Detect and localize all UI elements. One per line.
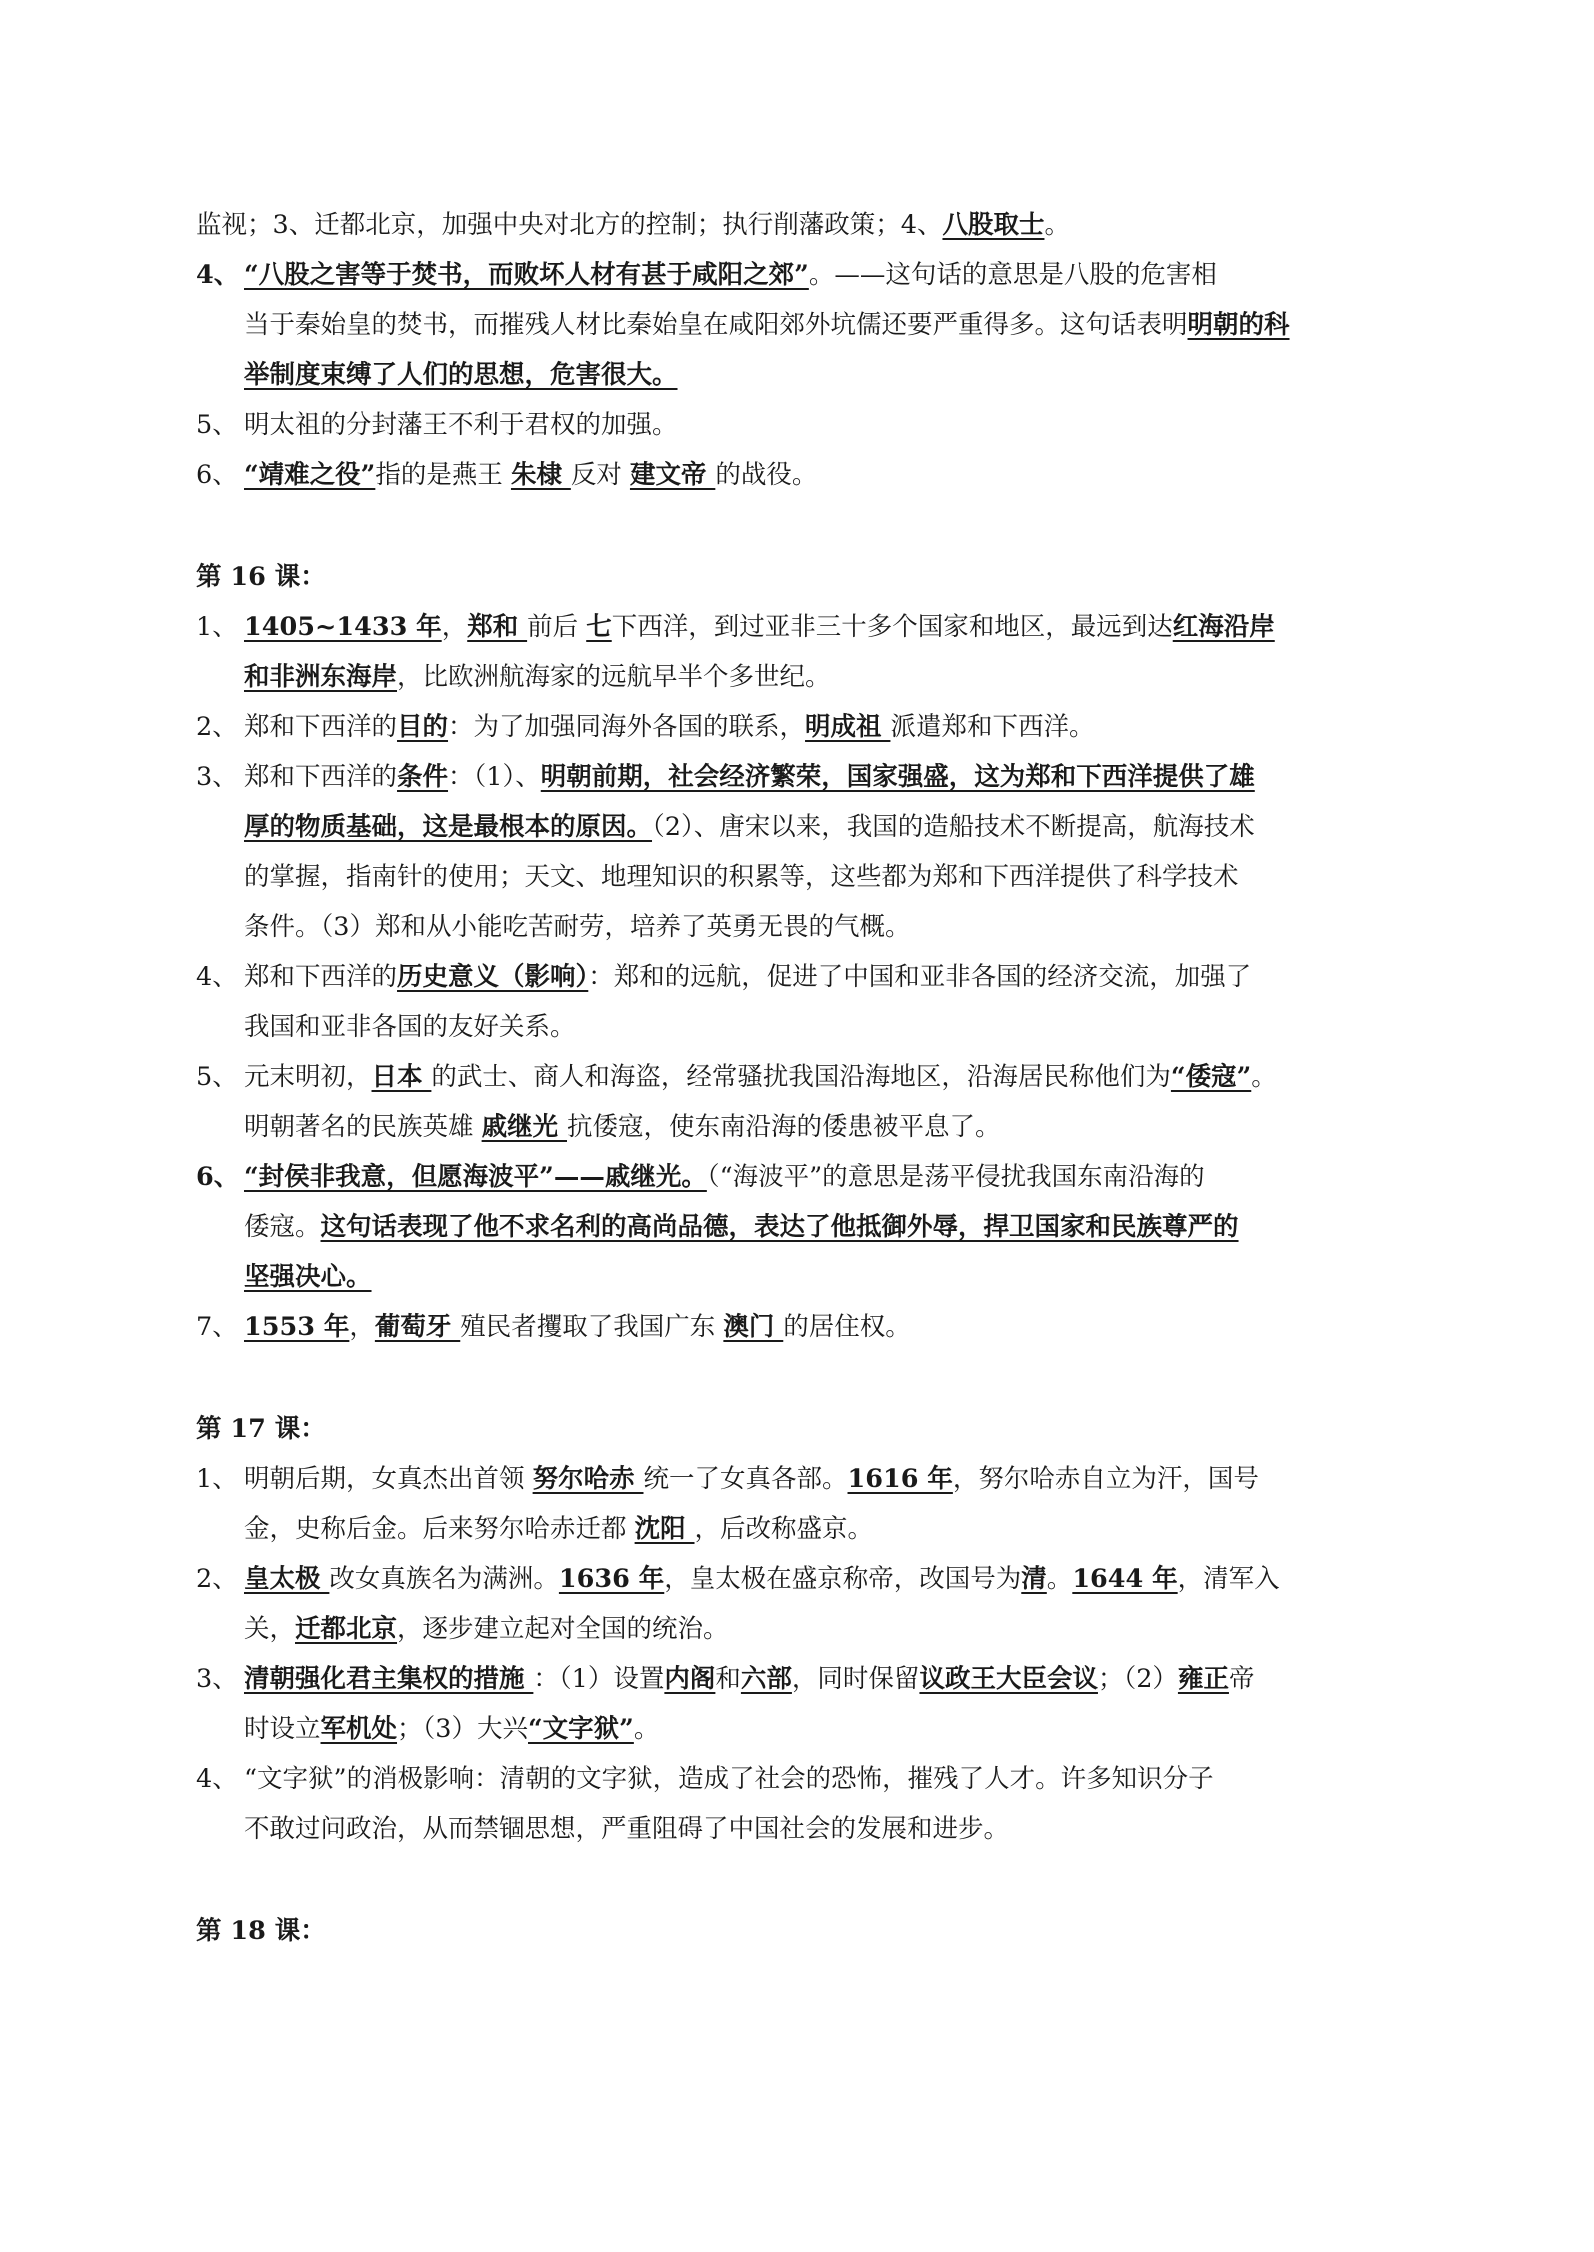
- key-term: “八股之害等于焚书，而败坏人材有甚于咸阳之郊”: [244, 260, 809, 290]
- key-term: 迁都北京: [295, 1614, 398, 1644]
- item-text: [244, 602, 1406, 702]
- key-term: 清: [1021, 1564, 1047, 1594]
- text-run: 反对: [570, 460, 630, 490]
- key-term: 举制度束缚了人们的思想，危害很大。: [244, 360, 678, 390]
- item-number: 4、: [196, 1764, 238, 1794]
- key-term: 内阁: [664, 1664, 716, 1694]
- key-term: “封侯非我意，但愿海波平”——戚继光。: [244, 1162, 707, 1192]
- text-run: 郑和下西洋的: [244, 762, 398, 792]
- text-run: “文字狱”的消极影响：清朝的文字狱，造成了社会的恐怖，摧残了人才。许多知识分子: [244, 1764, 1214, 1794]
- list-item: [196, 1754, 1406, 1854]
- text-run: 。: [633, 1714, 660, 1744]
- section-gap: [196, 1352, 1406, 1404]
- item-number: 3、: [196, 762, 238, 792]
- text-line: [244, 1252, 1406, 1302]
- section-gap: [196, 500, 1406, 552]
- text-run: 的居住权。: [783, 1312, 911, 1342]
- item-text: [244, 1554, 1406, 1654]
- key-term: 郑和: [467, 612, 528, 642]
- text-run: 抗倭寇，使东南沿海的倭患被平息了。: [567, 1112, 1001, 1142]
- text-run: 关，: [244, 1614, 296, 1644]
- text-line: [244, 300, 1406, 350]
- text-run: 监视；3、迁都北京，加强中央对北方的控制；执行削藩政策；4、: [196, 210, 943, 240]
- text-run: ，皇太极在盛京称帝，改国号为: [664, 1564, 1022, 1594]
- text-line: [244, 1002, 1406, 1052]
- key-term: 坚强决心。: [244, 1262, 372, 1292]
- item-number: 1、: [196, 612, 238, 642]
- key-term: 目的: [397, 712, 449, 742]
- text-line: [244, 852, 1406, 902]
- item-text: [244, 1454, 1406, 1554]
- key-term: 1616 年: [847, 1464, 953, 1494]
- text-line: [244, 1654, 1406, 1704]
- text-run: 金，史称后金。后来努尔哈赤迁都: [244, 1514, 635, 1544]
- item-text: [244, 702, 1406, 752]
- item-text: [244, 450, 1406, 500]
- text-run: 郑和下西洋的: [244, 712, 398, 742]
- continued-line: [196, 200, 1406, 250]
- text-line: [244, 802, 1406, 852]
- text-run: ：（1）设置: [533, 1664, 665, 1694]
- text-run: 时设立: [244, 1714, 321, 1744]
- text-run: ，逐步建立起对全国的统治。: [397, 1614, 729, 1644]
- text-run: 郑和下西洋的: [244, 962, 398, 992]
- text-line: [244, 1504, 1406, 1554]
- key-term: 皇太极: [244, 1564, 330, 1594]
- list-item: [196, 702, 1406, 752]
- text-run: ，努尔哈赤自立为汗，国号: [952, 1464, 1259, 1494]
- key-term: 1405~1433 年: [244, 612, 442, 642]
- text-run: 条件。（3）郑和从小能吃苦耐劳，培养了英勇无畏的气概。: [244, 912, 911, 942]
- text-line: [244, 602, 1406, 652]
- text-run: 我国和亚非各国的友好关系。: [244, 1012, 576, 1042]
- text-run: ，清军入: [1177, 1564, 1280, 1594]
- text-line: [244, 450, 1406, 500]
- list-item: [196, 1152, 1406, 1302]
- key-term: 澳门: [723, 1312, 784, 1342]
- text-line: [244, 400, 1406, 450]
- item-text: [244, 400, 1406, 450]
- item-number: 6、: [196, 1162, 240, 1192]
- key-term: 历史意义（影响）: [397, 962, 589, 992]
- item-text: [244, 250, 1406, 400]
- text-run: 和: [715, 1664, 741, 1694]
- lesson-heading: 第 18 课：: [196, 1916, 326, 1946]
- key-term: 军机处: [320, 1714, 398, 1744]
- text-line: [244, 1704, 1406, 1754]
- text-run: 殖民者攫取了我国广东: [460, 1312, 724, 1342]
- text-line: [244, 652, 1406, 702]
- item-number: 6、: [196, 460, 238, 490]
- text-run: （2）、唐宋以来，我国的造船技术不断提高，航海技术: [652, 812, 1255, 842]
- text-run: 元末明初，: [244, 1062, 372, 1092]
- item-number: 2、: [196, 1564, 238, 1594]
- text-run: 当于秦始皇的焚书，而摧残人材比秦始皇在咸阳郊外坑儒还要严重得多。这句话表明: [244, 310, 1188, 340]
- item-text: [244, 752, 1406, 952]
- text-line: [244, 702, 1406, 752]
- item-text: [244, 1654, 1406, 1754]
- text-run: ，后改称盛京。: [694, 1514, 874, 1544]
- text-run: 下西洋，到过亚非三十多个国家和地区，最远到达: [611, 612, 1173, 642]
- page-content: [196, 200, 1406, 1956]
- item-number: 4、: [196, 962, 238, 992]
- lesson-heading: 第 16 课：: [196, 562, 326, 592]
- text-run: 。: [1044, 210, 1070, 240]
- item-text: [244, 1052, 1406, 1152]
- item-number: 5、: [196, 1062, 238, 1092]
- text-run: 。: [1251, 1062, 1277, 1092]
- list-item: [196, 602, 1406, 702]
- text-line: [244, 1554, 1406, 1604]
- text-run: 的掌握，指南针的使用；天文、地理知识的积累等，这些都为郑和下西洋提供了科学技术: [244, 862, 1239, 892]
- text-run: 的武士、商人和海盗，经常骚扰我国沿海地区，沿海居民称他们为: [431, 1062, 1171, 1092]
- text-run: 派遣郑和下西洋。: [890, 712, 1095, 742]
- text-run: ：（1）、: [448, 762, 541, 792]
- section-gap: [196, 1854, 1406, 1906]
- text-run: ，: [349, 1312, 375, 1342]
- text-run: 的战役。: [715, 460, 818, 490]
- key-term: 葡萄牙: [374, 1312, 461, 1342]
- text-line: [244, 250, 1406, 300]
- text-line: [244, 902, 1406, 952]
- text-run: ，同时保留: [791, 1664, 920, 1694]
- item-number: 4、: [196, 260, 240, 290]
- item-text: [244, 952, 1406, 1052]
- text-run: ，: [441, 612, 468, 642]
- text-line: [244, 1202, 1406, 1252]
- list-item: [196, 1302, 1406, 1352]
- text-line: [244, 1102, 1406, 1152]
- key-term: 1636 年: [558, 1564, 665, 1594]
- key-term: 建文帝: [629, 460, 716, 490]
- item-number: 2、: [196, 712, 238, 742]
- text-run: ：郑和的远航，促进了中国和亚非各国的经济交流，加强了: [588, 962, 1252, 992]
- key-term: 朱棣: [510, 460, 571, 490]
- list-item: [196, 952, 1406, 1052]
- item-text: [244, 1152, 1406, 1302]
- text-line: [244, 1604, 1406, 1654]
- item-text: [244, 1754, 1406, 1854]
- list-item: [196, 450, 1406, 500]
- key-term: 议政王大臣会议: [919, 1664, 1098, 1694]
- text-run: 指的是燕王: [375, 460, 511, 490]
- text-run: ；（2）: [1097, 1664, 1178, 1694]
- text-line: [244, 350, 1406, 400]
- text-line: [244, 1152, 1406, 1202]
- key-term: 厚的物质基础，这是最根本的原因。: [244, 812, 653, 842]
- key-term: 明朝前期，社会经济繁荣，国家强盛，这为郑和下西洋提供了雄: [540, 762, 1255, 792]
- key-term: 明朝的科: [1187, 310, 1290, 340]
- text-run: 改女真族名为满洲。: [329, 1564, 559, 1594]
- list-item: [196, 1554, 1406, 1654]
- key-term: 明成祖: [805, 712, 891, 742]
- key-term: 和非洲东海岸: [244, 662, 398, 692]
- text-run: 帝: [1228, 1664, 1255, 1694]
- text-run: 。: [1046, 1564, 1073, 1594]
- key-term: 戚继光: [481, 1112, 567, 1142]
- text-run: 不敢过问政治，从而禁锢思想，严重阻碍了中国社会的发展和进步。: [244, 1814, 1010, 1844]
- text-line: [244, 1454, 1406, 1504]
- list-item: [196, 1454, 1406, 1554]
- text-run: 前后: [527, 612, 587, 642]
- key-term: 红海沿岸: [1172, 612, 1275, 642]
- key-term: “文字狱”: [528, 1714, 634, 1744]
- text-line: [244, 1754, 1406, 1804]
- key-term: 日本: [371, 1062, 432, 1092]
- key-term: 清朝强化君主集权的措施: [244, 1664, 534, 1694]
- key-term: 六部: [740, 1664, 792, 1694]
- item-number: 5、: [196, 410, 238, 440]
- key-term: 雍正: [1177, 1664, 1229, 1694]
- key-term: 努尔哈赤: [532, 1464, 644, 1494]
- key-term: 这句话表现了他不求名利的高尚品德，表达了他抵御外辱，捍卫国家和民族尊严的: [320, 1212, 1239, 1242]
- key-term: 1644 年: [1072, 1564, 1178, 1594]
- key-term: “靖难之役”: [244, 460, 376, 490]
- key-term: “倭寇”: [1170, 1062, 1252, 1092]
- list-item: [196, 400, 1406, 450]
- key-term: 八股取士: [942, 210, 1045, 240]
- text-run: ；（3）大兴: [397, 1714, 529, 1744]
- text-line: [244, 752, 1406, 802]
- list-item: [196, 1052, 1406, 1152]
- key-term: 条件: [397, 762, 449, 792]
- list-item: [196, 752, 1406, 952]
- item-number: 3、: [196, 1664, 238, 1694]
- list-item: [196, 250, 1406, 400]
- text-line: [244, 952, 1406, 1002]
- key-term: 七: [586, 612, 612, 642]
- key-term: 沈阳: [634, 1514, 695, 1544]
- list-item: [196, 1654, 1406, 1754]
- item-number: 1、: [196, 1464, 238, 1494]
- item-number: 7、: [196, 1312, 238, 1342]
- text-run: 倭寇。: [244, 1212, 321, 1242]
- text-run: 明太祖的分封藩王不利于君权的加强。: [244, 410, 678, 440]
- key-term: 1553 年: [244, 1312, 350, 1342]
- text-run: ：为了加强同海外各国的联系，: [448, 712, 806, 742]
- text-run: 。——这句话的意思是八股的危害相: [808, 260, 1217, 290]
- text-run: （“海波平”的意思是荡平侵扰我国东南沿海的: [706, 1162, 1205, 1192]
- lesson-heading: 第 17 课：: [196, 1414, 326, 1444]
- text-run: ，比欧洲航海家的远航早半个多世纪。: [397, 662, 831, 692]
- text-line: [244, 1052, 1406, 1102]
- item-text: [244, 1302, 1406, 1352]
- text-run: 明朝后期，女真杰出首领: [244, 1464, 533, 1494]
- text-line: [244, 1804, 1406, 1854]
- text-line: [244, 1302, 1406, 1352]
- text-run: 明朝著名的民族英雄: [244, 1112, 482, 1142]
- text-run: 统一了女真各部。: [643, 1464, 848, 1494]
